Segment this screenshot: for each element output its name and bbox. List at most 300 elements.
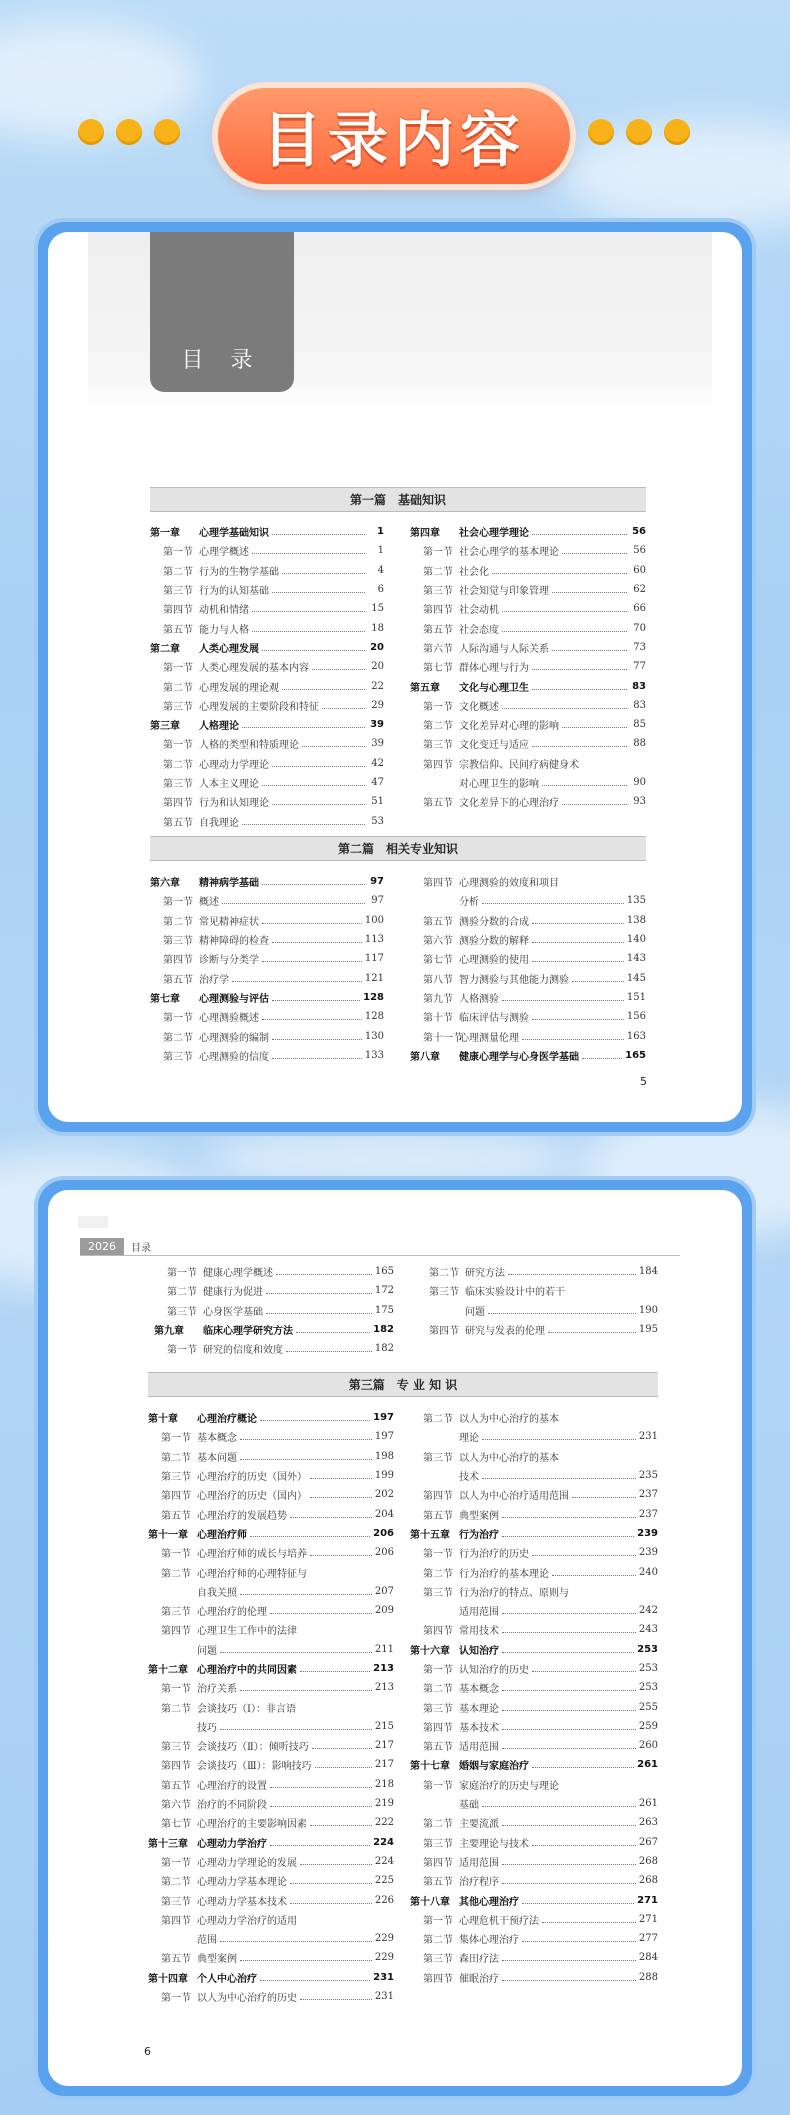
toc-heading: 目 录 — [181, 348, 263, 373]
entry-title: 心理测验的使用 — [459, 955, 529, 967]
entry-number: 第一节 — [163, 547, 193, 559]
dot-leader — [502, 1517, 636, 1518]
toc-section-entry — [410, 773, 646, 792]
entry-number: 第三节 — [423, 1954, 453, 1966]
toc-section-entry — [410, 1852, 658, 1871]
entry-title: 研究的信度和效度 — [203, 1345, 283, 1357]
toc-section-entry — [148, 1794, 394, 1813]
toc-section-entry — [410, 1794, 658, 1813]
entry-title: 健康行为促进 — [203, 1287, 263, 1299]
entry-page: 18 — [371, 622, 384, 634]
entry-title: 精神障碍的检查 — [199, 936, 269, 948]
dot-leader — [282, 573, 365, 574]
toc-section-entry — [410, 599, 646, 618]
entry-title: 临床实验设计中的若干 — [465, 1287, 565, 1299]
dot-leader — [240, 1459, 372, 1460]
entry-number: 第六章 — [150, 878, 180, 890]
entry-page: 51 — [371, 796, 384, 808]
dot-leader — [262, 961, 362, 962]
entry-page: 6 — [377, 584, 384, 596]
toc-section-entry — [410, 1697, 658, 1716]
entry-title: 婚姻与家庭治疗 — [459, 1761, 529, 1773]
entry-number: 第三节 — [163, 701, 193, 713]
dot-leader — [502, 1652, 634, 1653]
entry-number: 第一节 — [163, 740, 193, 752]
toc-section-entry — [148, 1601, 394, 1620]
dot-leader — [502, 1710, 636, 1711]
entry-number: 第六节 — [423, 643, 453, 655]
entry-page: 235 — [638, 1470, 658, 1482]
toc-section-entry — [410, 1504, 658, 1523]
entry-title: 其他心理治疗 — [459, 1896, 519, 1908]
entry-page: 259 — [638, 1720, 658, 1732]
entry-title: 心理学基础知识 — [199, 528, 269, 540]
entry-title: 常见精神症状 — [199, 916, 259, 928]
decor-dot — [116, 119, 142, 145]
entry-page: 219 — [374, 1798, 394, 1810]
entry-title: 理论 — [459, 1433, 479, 1445]
entry-title: 心理卫生工作中的法律 — [197, 1626, 297, 1638]
entry-number: 第五节 — [161, 1780, 191, 1792]
dot-leader — [272, 1058, 362, 1059]
dot-leader — [502, 1883, 636, 1884]
dot-leader — [562, 804, 627, 805]
entry-number: 第九章 — [154, 1326, 184, 1338]
dot-leader — [532, 689, 627, 690]
entry-page: 198 — [374, 1450, 394, 1462]
entry-page: 100 — [364, 914, 384, 926]
entry-title: 个人中心治疗 — [197, 1973, 257, 1985]
dot-leader — [482, 1478, 636, 1479]
entry-title: 心理学概述 — [199, 547, 249, 559]
entry-page: 182 — [373, 1324, 394, 1336]
toc-section-entry — [150, 657, 384, 676]
entry-page: 271 — [637, 1894, 658, 1906]
entry-title: 基本问题 — [197, 1452, 237, 1464]
entry-number: 第四节 — [161, 1626, 191, 1638]
dot-leader — [240, 1439, 372, 1440]
entry-page: 20 — [371, 661, 384, 673]
entry-number: 第三节 — [163, 1051, 193, 1063]
toc-section-entry — [150, 930, 384, 949]
dot-leader — [262, 923, 362, 924]
entry-title: 以人为中心治疗的历史 — [197, 1993, 297, 2005]
entry-title: 会谈技巧（Ⅰ）：非言语 — [197, 1703, 296, 1715]
entry-number: 第十六章 — [410, 1645, 450, 1657]
entry-page: 128 — [363, 991, 384, 1003]
dot-leader — [290, 1517, 372, 1518]
dot-leader — [502, 1748, 636, 1749]
entry-page: 237 — [638, 1508, 658, 1520]
entry-title: 心理动力学基本理论 — [197, 1877, 287, 1889]
entry-number: 第十三章 — [148, 1838, 188, 1850]
entry-title: 能力与人格 — [199, 624, 249, 636]
toc-section-entry — [410, 872, 646, 891]
entry-title: 主要理论与技术 — [459, 1838, 529, 1850]
entry-number: 第二节 — [423, 721, 453, 733]
entry-title: 适用范围 — [459, 1607, 499, 1619]
dot-leader — [502, 1632, 636, 1633]
dot-leader — [310, 1497, 372, 1498]
entry-title: 适用范围 — [459, 1742, 499, 1754]
toc-section-entry — [148, 1697, 394, 1716]
toc-section-entry — [150, 1046, 384, 1065]
toc-section-entry — [150, 734, 384, 753]
entry-title: 心理治疗师的心理特征与 — [197, 1568, 307, 1580]
toc-page-card-1 — [38, 222, 752, 1132]
dot-leader — [532, 746, 627, 747]
entry-page: 182 — [374, 1343, 394, 1355]
dot-leader — [300, 1864, 372, 1865]
toc-section-entry — [150, 792, 384, 811]
entry-number: 第七节 — [423, 955, 453, 967]
entry-number: 第二节 — [163, 682, 193, 694]
entry-title: 行为的认知基础 — [199, 586, 269, 598]
entry-page: 77 — [633, 661, 646, 673]
header-banner — [0, 0, 790, 220]
toc-section-entry — [410, 1408, 658, 1427]
entry-title: 诊断与分类学 — [199, 955, 259, 967]
dot-leader — [532, 1671, 636, 1672]
toc-section-entry — [410, 792, 646, 811]
entry-title: 心理治疗师 — [197, 1529, 247, 1541]
entry-number: 第四章 — [410, 528, 440, 540]
dot-leader — [502, 708, 627, 709]
entry-page: 206 — [374, 1547, 394, 1559]
toc-section-entry — [148, 1447, 394, 1466]
entry-title: 研究与发表的伦理 — [465, 1326, 545, 1338]
entry-title: 心理测量伦理 — [459, 1032, 519, 1044]
entry-title: 适用范围 — [459, 1857, 499, 1869]
toc-chapter-entry — [148, 1833, 394, 1852]
toc-section-entry — [148, 1543, 394, 1562]
toc-section-entry — [410, 1427, 658, 1446]
toc-section-entry — [150, 676, 384, 695]
entry-page: 4 — [377, 564, 384, 576]
dot-leader — [300, 1671, 370, 1672]
entry-number: 第三节 — [161, 1742, 191, 1754]
entry-page: 175 — [374, 1304, 394, 1316]
entry-title: 健康心理学与心身医学基础 — [459, 1051, 579, 1063]
entry-title: 治疗学 — [199, 974, 229, 986]
entry-page: 93 — [633, 796, 646, 808]
dot-leader — [252, 553, 365, 554]
dot-leader — [220, 1729, 372, 1730]
entry-number: 第四节 — [163, 798, 193, 810]
entry-page: 128 — [364, 1011, 384, 1023]
entry-title: 动机和情绪 — [199, 605, 249, 617]
toc-section-entry — [150, 541, 384, 560]
entry-page: 213 — [373, 1663, 394, 1674]
toc-section-entry — [150, 911, 384, 930]
running-head-label: 目录 — [131, 1243, 151, 1254]
entry-page: 215 — [374, 1720, 394, 1732]
entry-number: 第二节 — [423, 1568, 453, 1580]
toc-section-entry — [410, 696, 646, 715]
entry-title: 认知治疗的历史 — [459, 1665, 529, 1676]
entry-number: 第四节 — [423, 605, 453, 617]
toc-section-entry — [154, 1301, 394, 1320]
entry-number: 第二节 — [167, 1287, 197, 1299]
decor-dot — [154, 119, 180, 145]
entry-title: 文化差异对心理的影响 — [459, 721, 559, 733]
entry-page: 97 — [370, 876, 384, 888]
entry-number: 第六节 — [423, 936, 453, 948]
entry-page: 253 — [638, 1682, 658, 1694]
entry-page: 53 — [371, 815, 384, 827]
toc-section-entry — [410, 1948, 658, 1967]
entry-number: 第十节 — [423, 1013, 453, 1025]
entry-title: 基本技术 — [459, 1722, 499, 1734]
dot-leader — [270, 1613, 372, 1614]
dot-leader — [532, 1767, 634, 1768]
entry-page: 253 — [637, 1643, 658, 1655]
toc-section-entry — [150, 1007, 384, 1026]
entry-number: 第十五章 — [410, 1529, 450, 1541]
entry-page: 197 — [374, 1431, 394, 1443]
toc-chapter-entry — [154, 1320, 394, 1339]
entry-page: 217 — [374, 1740, 394, 1752]
entry-number: 第三节 — [163, 936, 193, 948]
entry-number: 第八章 — [410, 1051, 440, 1063]
toc-section-entry — [148, 1717, 394, 1736]
entry-number: 第一节 — [423, 547, 453, 559]
toc-section-entry — [410, 638, 646, 657]
dot-leader — [272, 766, 365, 767]
entry-number: 第五节 — [163, 817, 193, 829]
toc-section-entry — [410, 1582, 658, 1601]
entry-page: 204 — [374, 1508, 394, 1520]
entry-title: 心理发展的理论观 — [199, 682, 279, 694]
toc-section-entry — [148, 1620, 394, 1639]
dot-leader — [250, 1536, 370, 1537]
dot-leader — [282, 689, 365, 690]
entry-number: 第二节 — [163, 916, 193, 928]
toc-chapter-entry — [410, 1046, 646, 1065]
toc-section-entry — [410, 988, 646, 1007]
entry-number: 第二节 — [423, 1819, 453, 1831]
entry-page: 15 — [371, 603, 384, 615]
toc-section-entry — [148, 1929, 394, 1948]
page-title: 目录内容 — [262, 106, 526, 176]
dot-leader — [572, 1497, 636, 1498]
entry-number: 第五节 — [423, 1510, 453, 1522]
entry-title: 测验分数的解释 — [459, 936, 529, 948]
entry-number: 第十章 — [148, 1414, 178, 1426]
entry-number: 第九节 — [423, 993, 453, 1005]
toc-column — [410, 1408, 658, 1987]
entry-number: 第一节 — [423, 1665, 453, 1676]
toc-chapter-entry — [410, 522, 646, 541]
entry-title: 心理测验的编制 — [199, 1032, 269, 1044]
dot-leader — [272, 1000, 360, 1001]
toc-section-entry — [410, 1601, 658, 1620]
dot-leader — [270, 1787, 372, 1788]
entry-number: 第二节 — [423, 1684, 453, 1696]
toc-section-entry — [410, 968, 646, 987]
entry-number: 第七节 — [423, 663, 453, 675]
dot-leader — [532, 961, 624, 962]
entry-number: 第十八章 — [410, 1896, 450, 1908]
toc-chapter-entry — [148, 1524, 394, 1543]
entry-title: 心理治疗中的共同因素 — [197, 1665, 297, 1676]
entry-page: 218 — [374, 1778, 394, 1790]
toc-column — [150, 522, 384, 831]
toc-section-entry — [150, 599, 384, 618]
toc-section-entry — [150, 968, 384, 987]
entry-title: 人类心理发展的基本内容 — [199, 663, 309, 675]
entry-page: 243 — [638, 1624, 658, 1636]
toc-section-entry — [410, 1833, 658, 1852]
dot-leader — [266, 1293, 372, 1294]
entry-page: 83 — [632, 680, 646, 692]
entry-page: 209 — [374, 1605, 394, 1617]
entry-number: 第五节 — [423, 798, 453, 810]
entry-title: 基础 — [459, 1800, 479, 1812]
entry-number: 第十一节 — [423, 1032, 463, 1044]
part-heading: 第一篇 基础知识 — [150, 487, 646, 512]
toc-chapter-entry — [410, 1524, 658, 1543]
entry-title: 以人为中心治疗的基本 — [459, 1414, 559, 1426]
entry-title: 技术 — [459, 1472, 479, 1484]
entry-page: 60 — [633, 564, 646, 576]
toc-section-entry — [148, 1736, 394, 1755]
toc-heading-tab — [150, 232, 294, 392]
entry-page: 277 — [638, 1933, 658, 1945]
entry-page: 271 — [638, 1913, 658, 1925]
toc-section-entry — [148, 1910, 394, 1929]
dot-leader — [582, 1058, 622, 1059]
entry-page: 151 — [626, 991, 646, 1003]
entry-page: 260 — [638, 1740, 658, 1752]
entry-title: 文化概述 — [459, 701, 499, 713]
entry-number: 第三节 — [423, 1703, 453, 1715]
entry-page: 263 — [638, 1817, 658, 1829]
entry-page: 138 — [626, 914, 646, 926]
decor-dot — [78, 119, 104, 145]
dot-leader — [290, 1883, 372, 1884]
entry-page: 184 — [638, 1266, 658, 1278]
dot-leader — [522, 1941, 636, 1942]
entry-title: 心理治疗的设置 — [197, 1780, 267, 1792]
entry-number: 第四节 — [161, 1491, 191, 1503]
dot-leader — [312, 669, 365, 670]
toc-column — [410, 872, 646, 1065]
toc-section-entry — [148, 1640, 394, 1659]
dot-leader — [482, 1439, 636, 1440]
dot-leader — [242, 727, 365, 728]
entry-number: 第一节 — [423, 1549, 453, 1561]
entry-page: 85 — [633, 719, 646, 731]
entry-title: 社会态度 — [459, 624, 499, 636]
entry-title: 测验分数的合成 — [459, 916, 529, 928]
dot-leader — [260, 1420, 370, 1421]
dot-leader — [502, 1864, 636, 1865]
entry-number: 第一节 — [161, 1993, 191, 2005]
entry-page: 83 — [633, 699, 646, 711]
header-rule — [80, 1255, 680, 1256]
entry-page: 284 — [638, 1952, 658, 1964]
entry-page: 197 — [373, 1412, 394, 1424]
entry-number: 第二节 — [161, 1568, 191, 1580]
entry-page: 231 — [374, 1991, 394, 2003]
entry-title: 临床心理学研究方法 — [203, 1326, 293, 1338]
entry-page: 267 — [638, 1836, 658, 1848]
entry-number: 第四节 — [423, 878, 453, 890]
dot-leader — [270, 1806, 372, 1807]
toc-page-2 — [48, 1190, 742, 2086]
entry-page: 29 — [371, 699, 384, 711]
entry-title: 心理治疗的历史（国内） — [197, 1491, 307, 1503]
toc-section-entry — [148, 1466, 394, 1485]
entry-number: 第四节 — [423, 1973, 453, 1985]
entry-page: 261 — [637, 1759, 658, 1771]
dot-leader — [502, 1980, 636, 1981]
toc-section-entry — [410, 1562, 658, 1581]
dot-leader — [272, 804, 365, 805]
toc-section-entry — [410, 618, 646, 637]
entry-title: 问题 — [465, 1306, 485, 1318]
dot-leader — [310, 1555, 372, 1556]
entry-page: 202 — [374, 1489, 394, 1501]
dot-leader — [532, 1555, 636, 1556]
entry-number: 第三节 — [423, 740, 453, 752]
entry-number: 第二节 — [161, 1703, 191, 1715]
entry-title: 催眠治疗 — [459, 1973, 499, 1985]
toc-section-entry — [150, 618, 384, 637]
entry-title: 心理治疗概论 — [197, 1414, 257, 1426]
dot-leader — [276, 1274, 372, 1275]
entry-title: 行为治疗的基本理论 — [459, 1568, 549, 1580]
toc-column — [148, 1408, 394, 2006]
entry-title: 行为治疗的特点、原则与 — [459, 1587, 569, 1599]
toc-column — [416, 1262, 658, 1339]
toc-section-entry — [416, 1281, 658, 1300]
entry-number: 第四节 — [423, 1857, 453, 1869]
dot-leader — [260, 1980, 370, 1981]
entry-number: 第三节 — [423, 586, 453, 598]
entry-title: 智力测验与其他能力测验 — [459, 974, 569, 986]
entry-number: 第四节 — [423, 759, 453, 771]
toc-section-entry — [410, 561, 646, 580]
toc-section-entry — [410, 1007, 646, 1026]
entry-title: 心理动力学基本技术 — [197, 1896, 287, 1908]
dot-leader — [220, 1652, 372, 1653]
entry-page: 88 — [633, 738, 646, 750]
toc-section-entry — [410, 1466, 658, 1485]
entry-page: 207 — [374, 1585, 394, 1597]
toc-section-entry — [410, 1678, 658, 1697]
entry-title: 心理动力学理论 — [199, 759, 269, 771]
dot-leader — [502, 1825, 636, 1826]
part-heading: 第二篇 相关专业知识 — [150, 836, 646, 861]
toc-section-entry — [416, 1320, 658, 1339]
toc-section-entry — [150, 754, 384, 773]
decor-dot — [626, 119, 652, 145]
entry-number: 第三节 — [163, 779, 193, 790]
entry-page: 240 — [638, 1566, 658, 1578]
toc-chapter-entry — [410, 1890, 658, 1909]
entry-number: 第二节 — [161, 1452, 191, 1464]
dot-leader — [542, 1922, 636, 1923]
entry-number: 第五节 — [423, 1742, 453, 1754]
toc-section-entry — [410, 911, 646, 930]
entry-number: 第一节 — [161, 1549, 191, 1561]
entry-title: 集体心理治疗 — [459, 1935, 519, 1947]
toc-section-entry — [410, 1543, 658, 1562]
entry-title: 森田疗法 — [459, 1954, 499, 1966]
running-head — [80, 1238, 151, 1255]
